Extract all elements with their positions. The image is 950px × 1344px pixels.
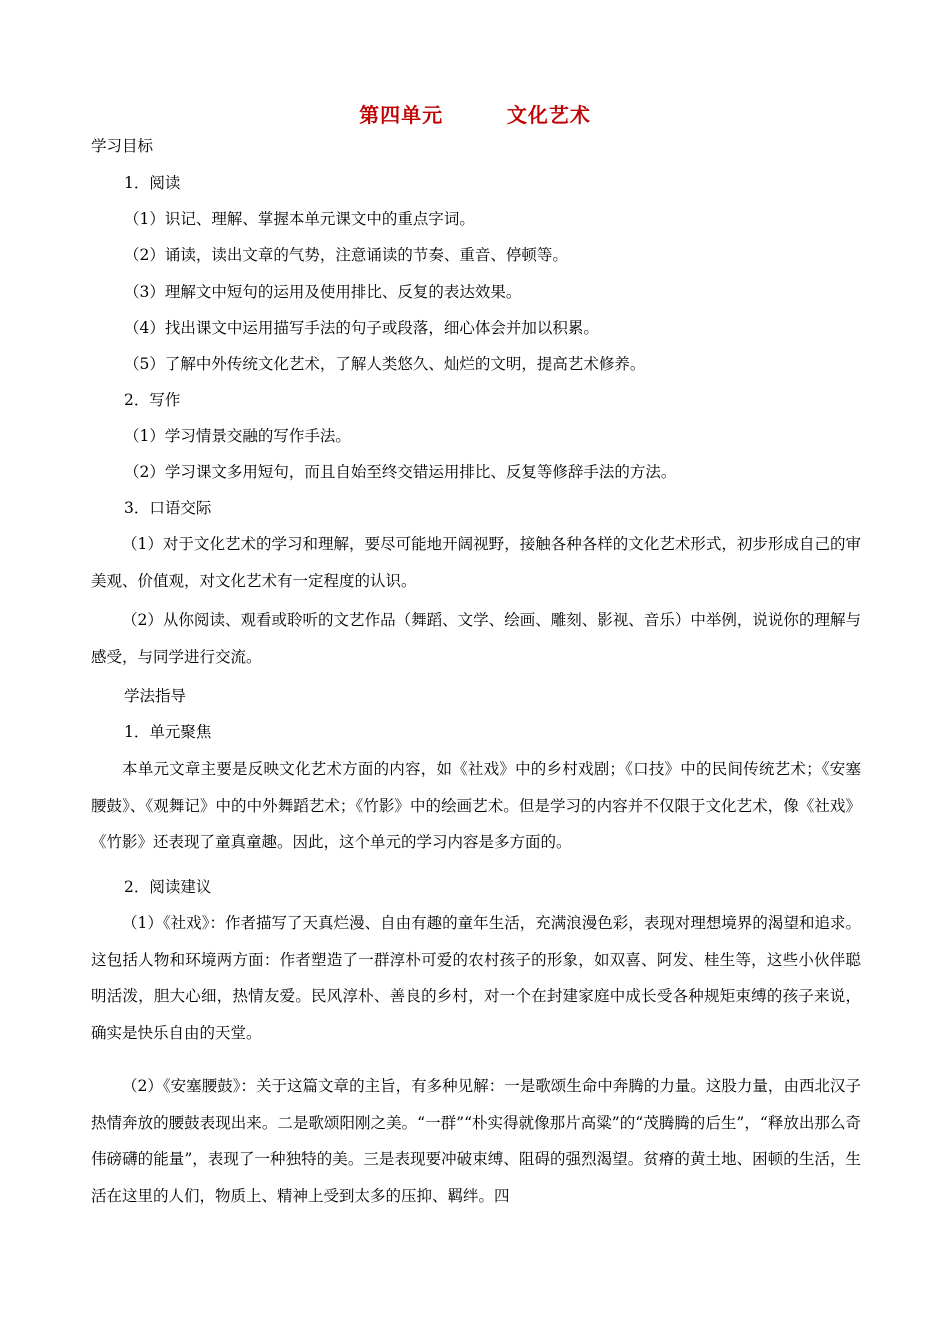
reading-heading: 1．阅读 (124, 174, 181, 192)
reading-item-2: （2）诵读，读出文章的气势，注意诵读的节奏、重音、停顿等。 (124, 246, 568, 264)
document-title (0, 99, 950, 128)
focus-paragraph: 本单元文章主要是反映文化艺术方面的内容，如《社戏》中的乡村戏剧；《口技》中的民间传统艺术；《安塞腰鼓》、《观舞记》中的中外舞蹈艺术；《竹影》中的绘画艺术。但是学习的内容并不仅限于文化艺术，像《社戏》《竹影》还表现了童真童趣。因此，这个单元的学习内容是多方面的。 (91, 760, 861, 851)
advice-paragraph-1: （1）《社戏》：作者描写了天真烂漫、自由有趣的童年生活，充满浪漫色彩，表现对理想境界的渴望和追求。这包括人物和环境两方面：作者塑造了一群淳朴可爱的农村孩子的形象，如双喜、阿发、桂生等，这些小伙伴聪明活泼，胆大心细，热情友爱。民风淳朴、善良的乡村，对一个在封建家庭中成长受各种规矩束缚的孩子来说，确实是快乐自由的天堂。 (91, 914, 861, 1042)
reading-item-3: （3）理解文中短句的运用及使用排比、反复的表达效果。 (124, 283, 522, 301)
writing-item-2: （2）学习课文多用短句，而且自始至终交错运用排比、反复等修辞手法的方法。 (124, 463, 677, 481)
reading-item-1: （1）识记、理解、掌握本单元课文中的重点字词。 (124, 210, 475, 228)
reading-item-5: （5）了解中外传统文化艺术，了解人类悠久、灿烂的文明，提高艺术修养。 (124, 355, 646, 373)
oral-item-2: （2）从你阅读、观看或聆听的文艺作品（舞蹈、文学、绘画、雕刻、影视、音乐）中举例，说说你的理解与感受，与同学进行交流。 (91, 611, 861, 666)
advice-heading: 2．阅读建议 (124, 878, 212, 896)
focus-heading: 1．单元聚焦 (124, 723, 212, 741)
oral-heading: 3．口语交际 (124, 499, 212, 517)
oral-item-1: （1）对于文化艺术的学习和理解，要尽可能地开阔视野，接触各种各样的文化艺术形式，初步形成自己的审美观、价值观，对文化艺术有一定程度的认识。 (91, 535, 861, 590)
advice-paragraph-2: （2）《安塞腰鼓》：关于这篇文章的主旨，有多种见解：一是歌颂生命中奔腾的力量。这股力量，由西北汉子热情奔放的腰鼓表现出来。二是歌颂阳刚之美。“一群”“朴实得就像那片高粱”的“茂腾腾的后生”，“释放出那么奇伟磅礴的能量”，表现了一种独特的美。三是表现要冲破束缚、阻碍的强烈渴望。贫瘠的黄土地、困顿的生活，生活在这里的人们，物质上、精神上受到太多的压抑、羁绊。四 (91, 1077, 861, 1205)
title-topic: 文化艺术 (506, 103, 591, 127)
title-unit: 第四单元 (359, 103, 444, 127)
method-heading: 学法指导 (124, 687, 187, 705)
goals-heading: 学习目标 (91, 137, 154, 155)
reading-item-4: （4）找出课文中运用描写手法的句子或段落，细心体会并加以积累。 (124, 319, 599, 337)
writing-heading: 2．写作 (124, 391, 181, 409)
writing-item-1: （1）学习情景交融的写作手法。 (124, 427, 351, 445)
